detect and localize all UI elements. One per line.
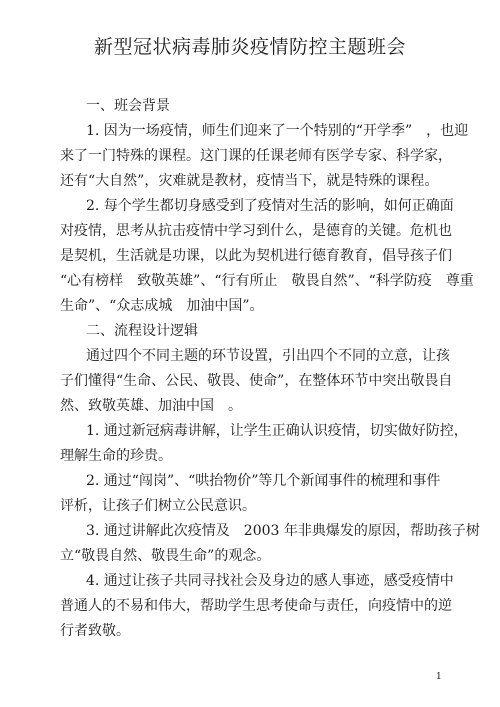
list-item-line: 2. 通过“闯岗”、“哄抬物价”等几个新闻事件的梳理和事件 (86, 473, 441, 489)
list-item-line: 1. 通过新冠病毒讲解，让学生正确认识疫情，切实做好防控， (86, 423, 468, 439)
section-heading-background: 一、班会背景 (86, 98, 170, 114)
list-item-line: 行者致敬。 (60, 623, 130, 639)
paragraph-line: 对疫情，思考从抗击疫情中学习到什么，是德育的关键。危机也 (60, 223, 452, 239)
list-item-line: 3. 通过讲解此次疫情及 2003 年非典爆发的原因，帮助孩子树 (86, 523, 480, 539)
paragraph-line: 2. 每个学生都切身感受到了疫情对生活的影响，如何正确面 (86, 198, 454, 214)
paragraph-line: 来了一门特殊的课程。这门课的任课老师有医学专家、科学家， (60, 148, 452, 164)
list-item-line: 普通人的不易和伟大，帮助学生思考使命与责任，向疫情中的逆 (60, 598, 452, 614)
list-item-line: 理解生命的珍贵。 (60, 448, 172, 464)
list-item-line: 4. 通过让孩子共同寻找社会及身边的感人事迹，感受疫情中 (86, 573, 454, 589)
paragraph-line: 还有“大自然”，灾难就是教材，疫情当下，就是特殊的课程。 (60, 173, 439, 189)
paragraph-line: 生命”、“众志成城 加油中国”。 (60, 298, 264, 314)
paragraph-line: 是契机，生活就是功课，以此为契机进行德育教育，倡导孩子们 (60, 248, 452, 264)
paragraph-line: 通过四个不同主题的环节设置，引出四个不同的立意，让孩 (86, 348, 450, 364)
paragraph-line: “心有榜样 致敬英雄”、“行有所止 敬畏自然”、“科学防疫 尊重 (60, 273, 474, 289)
list-item-line: 立“敬畏自然、敬畏生命”的观念。 (60, 548, 271, 564)
section-heading-logic: 二、流程设计逻辑 (86, 323, 198, 339)
page-number: 1 (436, 672, 442, 682)
list-item-line: 评析，让孩子们树立公民意识。 (60, 498, 256, 514)
document-title: 新型冠状病毒肺炎疫情防控主题班会 (93, 36, 406, 58)
paragraph-line: 然、致敬英雄、加油中国 。 (60, 398, 242, 414)
paragraph-line: 子们懂得“生命、公民、敬畏、使命”，在整体环节中突出敬畏自 (60, 373, 453, 389)
paragraph-line: 1. 因为一场疫情，师生们迎来了一个特别的“开学季” ，也迎 (86, 123, 469, 139)
